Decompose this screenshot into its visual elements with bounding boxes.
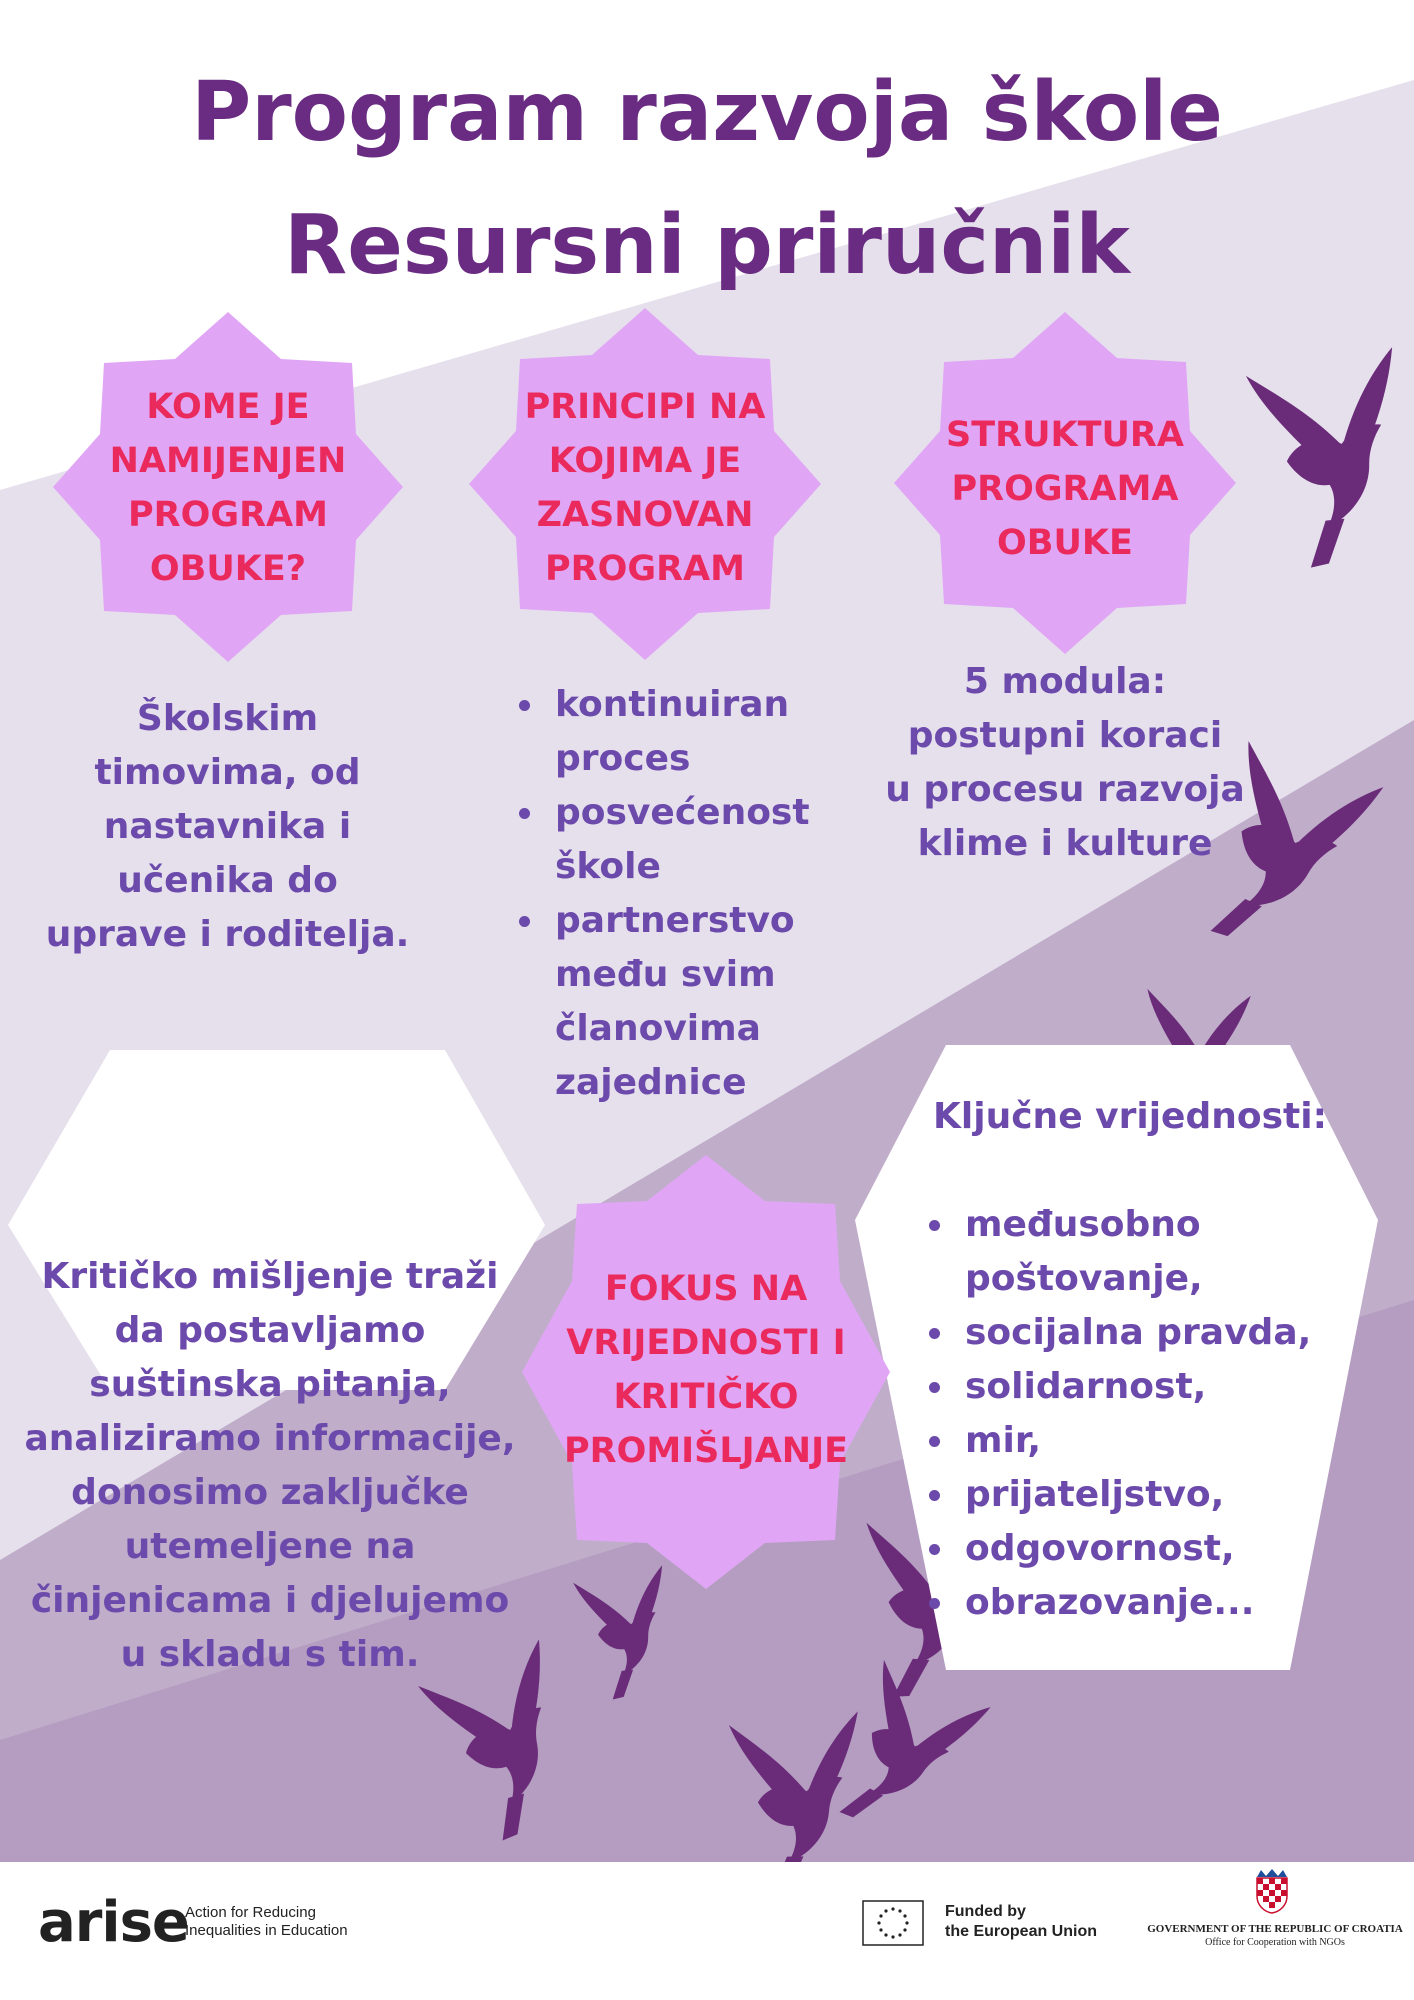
star-audience-label: KOME JE NAMIJENJEN PROGRAM OBUKE?	[109, 387, 347, 589]
star-principles-label: PRINCIPI NA KOJIMA JE ZASNOVAN PROGRAM	[524, 387, 766, 589]
principles-list	[515, 678, 855, 1110]
list-item: socijalna pravda,	[925, 1306, 1325, 1360]
structure-text: 5 modula: postupni koraci u procesu razvoja klime i kulture	[885, 661, 1245, 864]
eu-flag-icon	[862, 1900, 924, 1946]
list-item: solidarnost,	[925, 1360, 1325, 1414]
list-item: odgovornost,	[925, 1522, 1325, 1576]
arise-logo: arise	[38, 1890, 189, 1955]
eu-funding-text: Funded by the European Union	[945, 1903, 1097, 1940]
list-item: obrazovanje...	[925, 1576, 1325, 1630]
list-item: međusobno poštovanje,	[925, 1198, 1325, 1306]
list-item: partnerstvo među svim članovima zajednice	[515, 894, 855, 1110]
list-item: posvećenost škole	[515, 786, 855, 894]
star-structure-label: STRUKTURA PROGRAMA OBUKE	[946, 415, 1184, 563]
footer	[0, 1862, 1414, 2000]
audience-text: Školskim timovima, od nastavnika i učenika do uprave i roditelja.	[45, 698, 410, 955]
croatia-coat-of-arms-icon	[1255, 1868, 1289, 1914]
values-list	[925, 1198, 1325, 1630]
list-item: prijateljstvo,	[925, 1468, 1325, 1522]
page-subtitle: Resursni priručnik	[284, 198, 1130, 293]
star-focus-label: FOKUS NA VRIJEDNOSTI I KRITIČKO PROMIŠLJANJE	[563, 1269, 849, 1471]
list-item: kontinuiran proces	[515, 678, 855, 786]
croatia-office-text: GOVERNMENT OF THE REPUBLIC OF CROATIA Office for Cooperation with NGOs	[1147, 1923, 1403, 1948]
arise-tagline: Action for Reducing Inequalities in Education	[185, 1904, 348, 1939]
page-title: Program razvoja škole	[191, 65, 1223, 160]
list-item: mir,	[925, 1414, 1325, 1468]
critical-text: Kritičko mišljenje traži da postavljamo suštinska pitanja, analiziramo informacije, donosimo zaključke utemeljene na činjenicama i djelujemo u skladu s tim.	[24, 1256, 516, 1675]
values-heading: Ključne vrijednosti:	[933, 1096, 1327, 1137]
